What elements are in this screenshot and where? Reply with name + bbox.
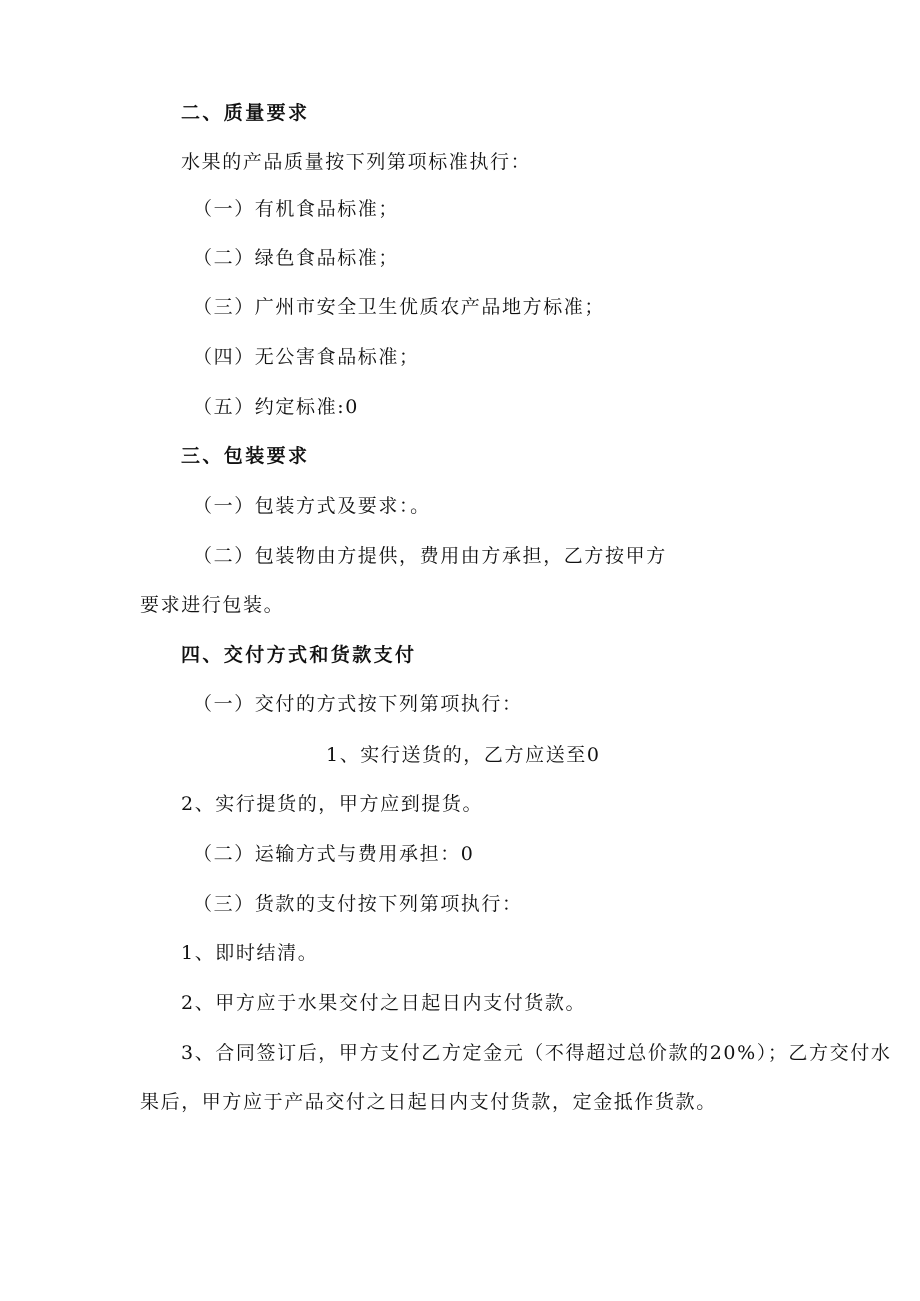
- list-item-green: （二）绿色食品标准；: [193, 247, 400, 269]
- section-heading-delivery: 四、交付方式和货款支付: [181, 644, 417, 666]
- list-item-organic: （一）有机食品标准；: [193, 198, 400, 220]
- list-item-guangzhou: （三）广州市安全卫生优质农产品地方标准；: [193, 296, 606, 318]
- list-item-packaging-method: （一）包装方式及要求：。: [193, 495, 431, 517]
- list-item-payment-method: （三）货款的支付按下列第项执行：: [193, 893, 523, 915]
- list-item-payment-deadline: 2、甲方应于水果交付之日起日内支付货款。: [181, 992, 587, 1014]
- paragraph-deposit-continued: 果后，甲方应于产品交付之日起日内支付货款，定金抵作货款。: [140, 1091, 717, 1113]
- list-item-pickup-goods: 2、实行提货的，甲方应到提货。: [181, 793, 484, 815]
- list-item-deposit: 3、合同签订后，甲方支付乙方定金元（不得超过总价款的20%）；乙方交付水: [181, 1042, 892, 1064]
- section-heading-packaging: 三、包装要求: [181, 445, 310, 467]
- list-item-immediate-settlement: 1、即时结清。: [181, 942, 319, 964]
- list-item-pollution-free: （四）无公害食品标准；: [193, 346, 420, 368]
- paragraph-quality-intro: 水果的产品质量按下列第项标准执行：: [181, 151, 532, 173]
- list-item-packaging-material: （二）包装物由方提供，费用由方承担，乙方按甲方: [193, 545, 667, 567]
- list-item-deliver-goods: 1、实行送货的，乙方应送至0: [326, 744, 601, 766]
- list-item-delivery-method: （一）交付的方式按下列第项执行：: [193, 693, 523, 715]
- section-heading-quality: 二、质量要求: [181, 102, 310, 124]
- list-item-transport: （二）运输方式与费用承担：0: [193, 843, 475, 865]
- paragraph-packaging-continued: 要求进行包装。: [140, 594, 285, 616]
- list-item-agreed: （五）约定标准:0: [193, 396, 359, 418]
